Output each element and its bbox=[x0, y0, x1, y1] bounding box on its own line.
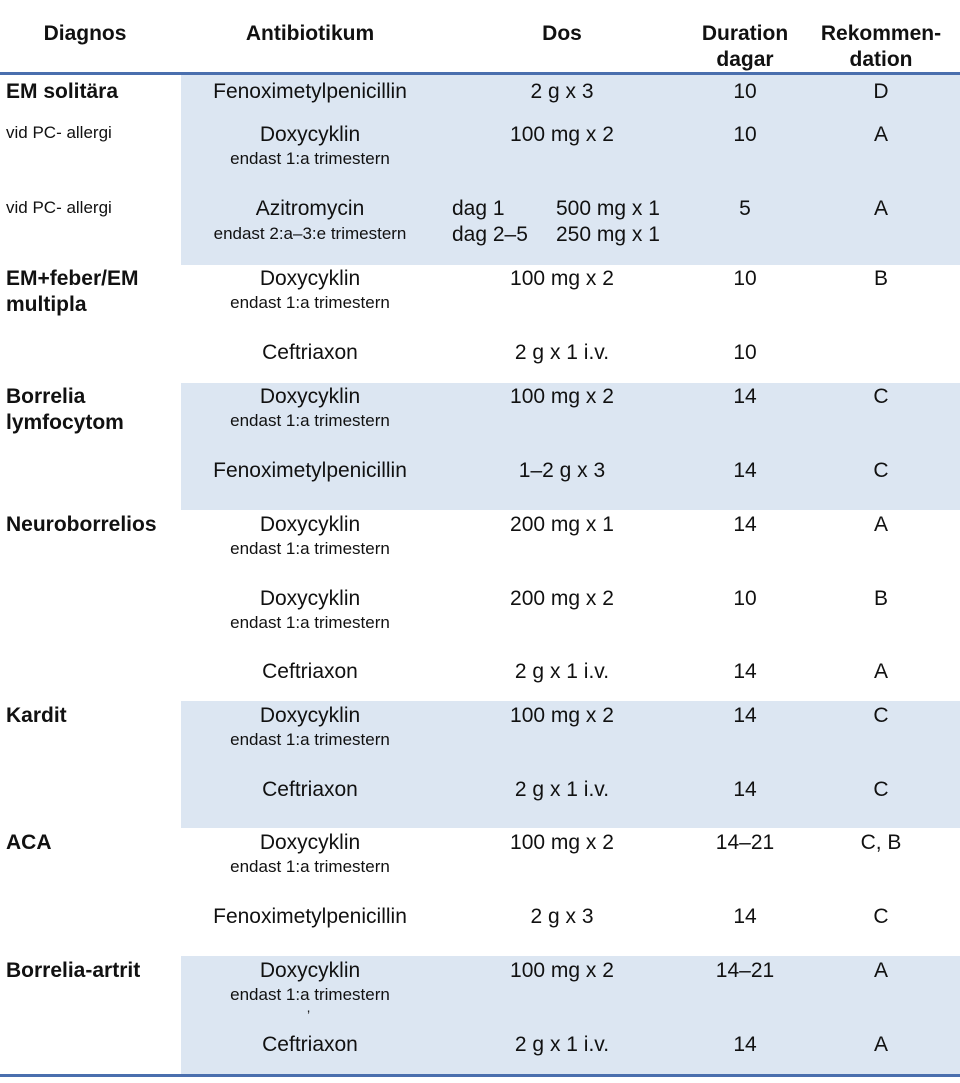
duration-value: 10 bbox=[733, 80, 757, 103]
recommendation-grade: C bbox=[873, 905, 889, 928]
drug-name: Doxycyklin bbox=[259, 831, 361, 854]
footer-rule bbox=[0, 1074, 960, 1077]
dose-value: 100 mg x 2 bbox=[510, 267, 614, 290]
dose-value: 2 g x 1 i.v. bbox=[514, 341, 610, 364]
header-duration-line2: dagar bbox=[716, 48, 774, 71]
duration-value: 5 bbox=[739, 197, 751, 220]
duration-value: 14 bbox=[733, 660, 757, 683]
dose-value: 1–2 g x 3 bbox=[518, 459, 606, 482]
recommendation-grade: A bbox=[873, 1033, 888, 1056]
header-rekommendation bbox=[806, 21, 956, 73]
diagnosis-label: Borrelia-artrit bbox=[6, 959, 141, 982]
dose-value: 2 g x 3 bbox=[530, 905, 594, 928]
recommendation-grade: A bbox=[873, 513, 888, 536]
diagnosis-label-line2: lymfocytom bbox=[6, 411, 124, 434]
header-diagnos: Diagnos bbox=[43, 22, 127, 45]
drug-name: Fenoximetylpenicillin bbox=[213, 905, 407, 928]
duration-value: 14 bbox=[733, 1033, 757, 1056]
drug-name: Doxycyklin bbox=[259, 267, 361, 290]
recommendation-grade: A bbox=[873, 959, 888, 982]
drug-name: Doxycyklin bbox=[259, 385, 361, 408]
dose-value: 2 g x 1 i.v. bbox=[514, 778, 610, 801]
drug-note: endast 1:a trimestern bbox=[230, 539, 390, 558]
diagnosis-label: Kardit bbox=[6, 704, 67, 727]
recommendation-grade: A bbox=[873, 197, 888, 220]
drug-name: Fenoximetylpenicillin bbox=[213, 459, 407, 482]
dose-value: 100 mg x 2 bbox=[510, 385, 614, 408]
duration-value: 14 bbox=[733, 459, 757, 482]
dose-day-2: dag 2–5 bbox=[452, 223, 528, 246]
dose-value: 200 mg x 2 bbox=[510, 587, 614, 610]
diagnosis-label-line1: EM+feber/EM bbox=[6, 267, 139, 290]
dose-value: 100 mg x 2 bbox=[510, 704, 614, 727]
duration-value: 14 bbox=[733, 385, 757, 408]
diagnosis-label: ACA bbox=[6, 831, 52, 854]
dose-amount-1: 500 mg x 1 bbox=[556, 197, 660, 220]
drug-note: endast 1:a trimestern bbox=[230, 149, 390, 168]
dose-value: 2 g x 1 i.v. bbox=[514, 1033, 610, 1056]
recommendation-grade: D bbox=[873, 80, 889, 103]
dose-value: 100 mg x 2 bbox=[510, 831, 614, 854]
duration-value: 14 bbox=[733, 704, 757, 727]
dose-value: 2 g x 3 bbox=[530, 80, 594, 103]
dose-value: 100 mg x 2 bbox=[510, 123, 614, 146]
dose-value: 100 mg x 2 bbox=[510, 959, 614, 982]
recommendation-grade: A bbox=[873, 660, 888, 683]
duration-value: 14–21 bbox=[715, 831, 775, 854]
dose-amount-2: 250 mg x 1 bbox=[556, 223, 660, 246]
drug-name: Doxycyklin bbox=[259, 704, 361, 727]
drug-name: Doxycyklin bbox=[259, 513, 361, 536]
dose-day-1: dag 1 bbox=[452, 197, 505, 220]
drug-name: Doxycyklin bbox=[259, 587, 361, 610]
diagnosis-label bbox=[6, 384, 124, 436]
header-duration bbox=[685, 21, 805, 73]
drug-name: Doxycyklin bbox=[259, 959, 361, 982]
recommendation-grade: C bbox=[873, 778, 889, 801]
recommendation-grade: B bbox=[873, 267, 888, 290]
drug-note: endast 1:a trimestern bbox=[230, 985, 390, 1004]
duration-value: 10 bbox=[733, 587, 757, 610]
diagnosis-label: vid PC- allergi bbox=[6, 198, 112, 217]
dose-value: 2 g x 1 i.v. bbox=[514, 660, 610, 683]
drug-note: endast 2:a–3:e trimestern bbox=[213, 224, 407, 243]
header-rek-line1: Rekommen- bbox=[820, 22, 942, 45]
header-rek-line2: dation bbox=[849, 48, 913, 71]
drug-name: Doxycyklin bbox=[259, 123, 361, 146]
diagnosis-label: Neuroborrelios bbox=[6, 513, 157, 536]
duration-value: 14 bbox=[733, 905, 757, 928]
diagnosis-label-line2: multipla bbox=[6, 293, 87, 316]
drug-note: endast 1:a trimestern bbox=[230, 613, 390, 632]
recommendation-grade: C bbox=[873, 459, 889, 482]
drug-name: Fenoximetylpenicillin bbox=[213, 80, 407, 103]
duration-value: 10 bbox=[733, 123, 757, 146]
recommendation-grade: C, B bbox=[860, 831, 902, 854]
drug-note: endast 1:a trimestern bbox=[230, 293, 390, 312]
header-dos: Dos bbox=[542, 22, 582, 45]
recommendation-grade: C bbox=[873, 385, 889, 408]
dose-value: 200 mg x 1 bbox=[510, 513, 614, 536]
duration-value: 10 bbox=[733, 341, 757, 364]
drug-note: endast 1:a trimestern bbox=[230, 411, 390, 430]
recommendation-grade: A bbox=[873, 123, 888, 146]
drug-name: Ceftriaxon bbox=[262, 341, 358, 364]
recommendation-grade: C bbox=[873, 704, 889, 727]
stray-mark: ’ bbox=[307, 1007, 311, 1023]
diagnosis-label: vid PC- allergi bbox=[6, 123, 112, 142]
header-antibiotikum: Antibiotikum bbox=[245, 22, 375, 45]
drug-note: endast 1:a trimestern bbox=[230, 730, 390, 749]
drug-note: endast 1:a trimestern bbox=[230, 857, 390, 876]
drug-name: Ceftriaxon bbox=[262, 660, 358, 683]
header-duration-line1: Duration bbox=[701, 22, 789, 45]
duration-value: 14 bbox=[733, 778, 757, 801]
diagnosis-label: EM solitära bbox=[6, 80, 119, 103]
duration-value: 14 bbox=[733, 513, 757, 536]
diagnosis-label bbox=[6, 266, 138, 318]
duration-value: 10 bbox=[733, 267, 757, 290]
drug-name: Azitromycin bbox=[255, 197, 365, 220]
drug-name: Ceftriaxon bbox=[262, 1033, 358, 1056]
duration-value: 14–21 bbox=[715, 959, 775, 982]
diagnosis-label-line1: Borrelia bbox=[6, 385, 86, 408]
drug-name: Ceftriaxon bbox=[262, 778, 358, 801]
table-header bbox=[0, 0, 960, 72]
recommendation-grade: B bbox=[873, 587, 888, 610]
